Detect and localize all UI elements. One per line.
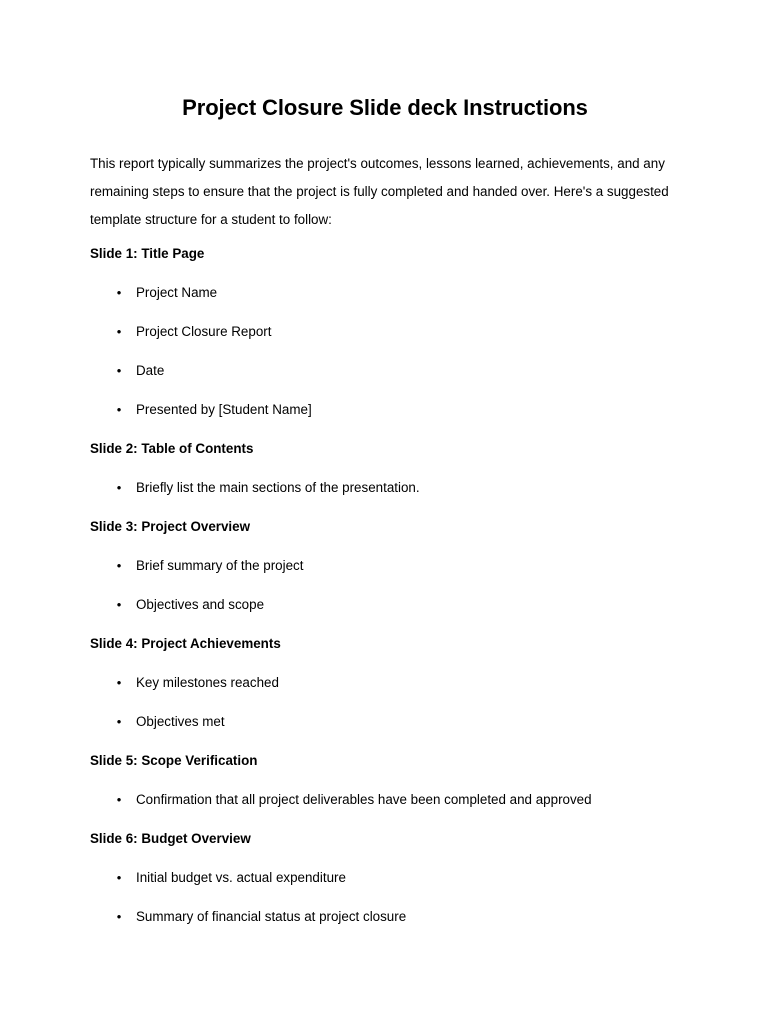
bullet-text: Objectives met bbox=[136, 714, 225, 729]
bullet-item bbox=[90, 712, 680, 732]
bullet-text: Brief summary of the project bbox=[136, 558, 304, 573]
bullet-item bbox=[90, 673, 680, 693]
bullet-text: Briefly list the main sections of the presentation. bbox=[136, 480, 420, 495]
section-heading: Slide 5: Scope Verification bbox=[90, 753, 258, 768]
section-heading: Slide 1: Title Page bbox=[90, 246, 205, 261]
section-heading: Slide 3: Project Overview bbox=[90, 519, 251, 534]
bullet-dot-icon: • bbox=[116, 402, 122, 417]
section-heading: Slide 2: Table of Contents bbox=[90, 441, 254, 456]
bullet-text: Summary of financial status at project closure bbox=[136, 909, 407, 924]
intro-paragraph: This report typically summarizes the project's outcomes, lessons learned, achievements, and any remaining steps to ensure that the project is fully completed and handed over. Here's a suggested template structure for a student to follow: bbox=[90, 156, 669, 227]
bullet-list bbox=[90, 556, 680, 615]
bullet-item bbox=[90, 478, 680, 498]
bullet-text: Objectives and scope bbox=[136, 597, 265, 612]
bullet-dot-icon: • bbox=[116, 714, 122, 729]
bullet-dot-icon: • bbox=[116, 675, 122, 690]
bullet-text: Date bbox=[136, 363, 165, 378]
slide-sections bbox=[90, 244, 680, 927]
bullet-dot-icon: • bbox=[116, 870, 122, 885]
bullet-item bbox=[90, 790, 680, 810]
bullet-item bbox=[90, 595, 680, 615]
bullet-dot-icon: • bbox=[116, 285, 122, 300]
bullet-text: Project Closure Report bbox=[136, 324, 272, 339]
bullet-item bbox=[90, 322, 680, 342]
bullet-dot-icon: • bbox=[116, 558, 122, 573]
bullet-item bbox=[90, 400, 680, 420]
bullet-list bbox=[90, 673, 680, 732]
bullet-text: Initial budget vs. actual expenditure bbox=[136, 870, 346, 885]
bullet-dot-icon: • bbox=[116, 597, 122, 612]
bullet-text: Project Name bbox=[136, 285, 218, 300]
bullet-text: Key milestones reached bbox=[136, 675, 279, 690]
bullet-dot-icon: • bbox=[116, 363, 122, 378]
bullet-item bbox=[90, 283, 680, 303]
bullet-dot-icon: • bbox=[116, 909, 122, 924]
bullet-list bbox=[90, 790, 680, 810]
bullet-text: Presented by [Student Name] bbox=[136, 402, 312, 417]
bullet-list bbox=[90, 868, 680, 927]
section-heading: Slide 4: Project Achievements bbox=[90, 636, 281, 651]
document-title: Project Closure Slide deck Instructions bbox=[182, 95, 588, 120]
bullet-dot-icon: • bbox=[116, 792, 122, 807]
bullet-item bbox=[90, 907, 680, 927]
bullet-dot-icon: • bbox=[116, 480, 122, 495]
bullet-list bbox=[90, 283, 680, 420]
bullet-text: Confirmation that all project deliverables have been completed and approved bbox=[136, 792, 592, 807]
bullet-item bbox=[90, 361, 680, 381]
bullet-list bbox=[90, 478, 680, 498]
section-heading: Slide 6: Budget Overview bbox=[90, 831, 251, 846]
bullet-item bbox=[90, 868, 680, 888]
bullet-dot-icon: • bbox=[116, 324, 122, 339]
bullet-item bbox=[90, 556, 680, 576]
